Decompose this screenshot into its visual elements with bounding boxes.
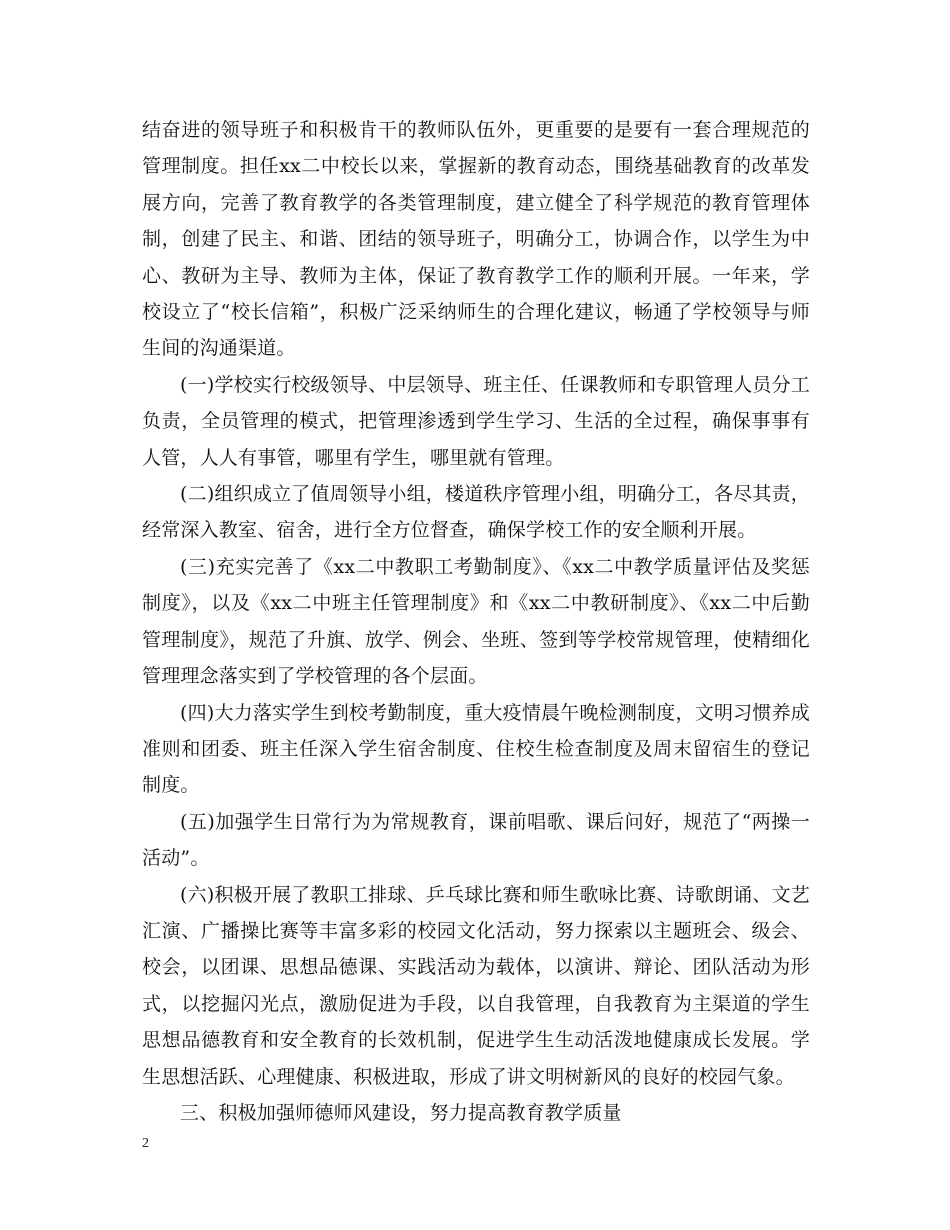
paragraph-item-3: (三)充实完善了《xx二中教职工考勤制度》、《xx二中教学质量评估及奖惩制度》，以及《xx二中班主任管理制度》和《xx二中教研制度》、《xx二中后勤管理制度》，规范了升旗、放学、例会、坐班、签到等学校常规管理，使精细化管理理念落实到了学校管理的各个层面。 xyxy=(142,555,810,688)
paragraph-item-5: (五)加强学生日常行为为常规教育，课前唱歌、课后问好，规范了“两操一活动”。 xyxy=(142,810,810,870)
paragraph-item-2: (二)组织成立了值周领导小组，楼道秩序管理小组，明确分工，各尽其责，经常深入教室、宿舍，进行全方位督查，确保学校工作的安全顺利开展。 xyxy=(142,483,810,542)
paragraph-item-4: (四)大力落实学生到校考勤制度，重大疫情晨午晚检测制度，文明习惯养成准则和团委、班主任深入学生宿舍制度、住校生检查制度及周末留宿生的登记制度。 xyxy=(142,701,810,797)
document-body xyxy=(142,112,810,1131)
paragraph-item-1: (一)学校实行校级领导、中层领导、班主任、任课教师和专职管理人员分工负责，全员管理的模式，把管理渗透到学生学习、生活的全过程，确保事事有人管，人人有事管，哪里有学生，哪里就有管理。 xyxy=(142,373,810,469)
paragraph-item-6: (六)积极开展了教职工排球、乒乓球比赛和师生歌咏比赛、诗歌朗诵、文艺汇演、广播操比赛等丰富多彩的校园文化活动，努力探索以主题班会、级会、校会，以团课、思想品德课、实践活动为载体，以演讲、辩论、团队活动为形式，以挖掘闪光点，激励促进为手段，以自我管理，自我教育为主渠道的学生思想品德教育和安全教育的长效机制，促进学生生动活泼地健康成长发展。学生思想活跃、心理健康、积极进取，形成了讲文明树新风的良好的校园气象。 xyxy=(142,883,810,1088)
paragraph-continuation: 结奋进的领导班子和积极肯干的教师队伍外，更重要的是要有一套合理规范的管理制度。担任xx二中校长以来，掌握新的教育动态，围绕基础教育的改革发展方向，完善了教育教学的各类管理制度，建立健全了科学规范的教育管理体制，创建了民主、和谐、团结的领导班子，明确分工，协调合作，以学生为中心、教研为主导、教师为主体，保证了教育教学工作的顺利开展。一年来，学校设立了“校长信箱”，积极广泛采纳师生的合理化建议，畅通了学校领导与师生间的沟通渠道。 xyxy=(142,119,810,360)
section-heading: 三、积极加强师德师风建设，努力提高教育教学质量 xyxy=(180,1101,622,1124)
page-number: 2 xyxy=(142,1136,149,1151)
